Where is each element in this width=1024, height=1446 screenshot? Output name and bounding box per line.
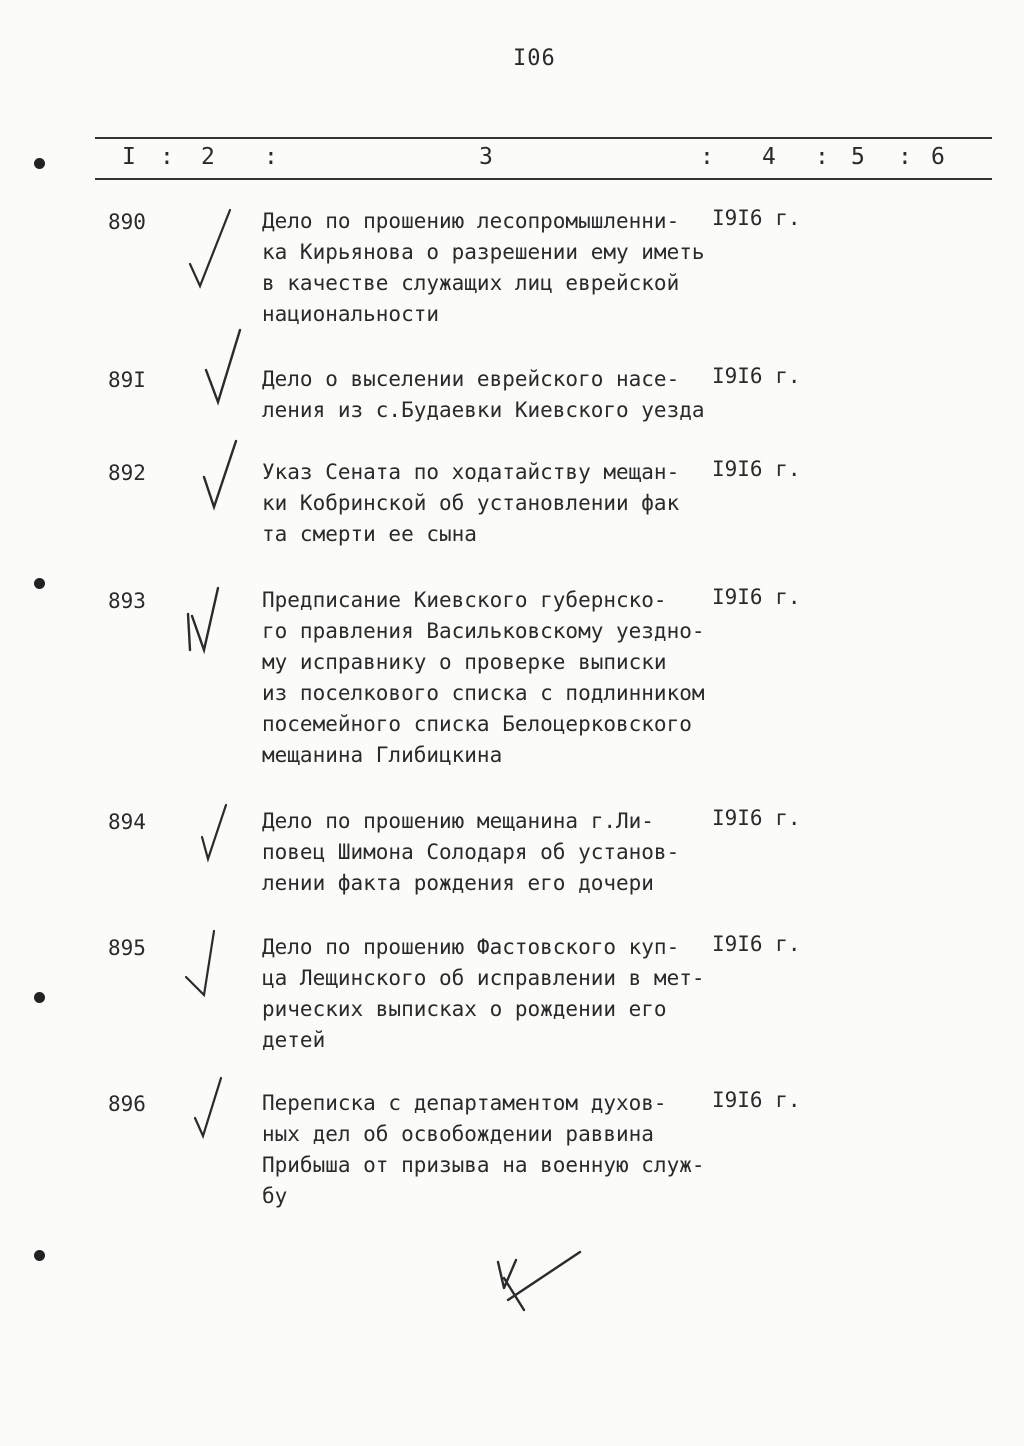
row-number: 890 [108, 210, 146, 234]
checkmark-icon [196, 326, 266, 416]
column-separator: : [160, 144, 174, 170]
row-number: 892 [108, 461, 146, 485]
column-header-2: 2 [201, 144, 215, 170]
column-separator: : [815, 144, 829, 170]
row-year: I9I6 г. [712, 932, 801, 956]
header-top-rule [95, 137, 992, 139]
header-bottom-rule [95, 178, 992, 180]
row-description: Предписание Киевского губернско- го правления Васильковскому уездно- му исправнику о проверке выписки из поселкового списка с подлинником посемейного списка Белоцерковского мещанина Глибицкина [262, 588, 705, 767]
column-separator: : [898, 144, 912, 170]
column-header-5: 5 [851, 144, 865, 170]
column-header-6: 6 [931, 144, 945, 170]
row-description: Дело о выселении еврейского насе- ления из с.Будаевки Киевского уезда [262, 367, 705, 422]
punch-hole [34, 158, 45, 169]
row-year: I9I6 г. [712, 1088, 801, 1112]
checkmark-icon [196, 437, 266, 527]
checkmark-icon [185, 1074, 255, 1164]
checkmark-icon [192, 801, 262, 891]
checkmark-icon [180, 580, 250, 670]
row-year: I9I6 г. [712, 806, 801, 830]
column-separator: : [264, 144, 278, 170]
column-header-3: 3 [479, 144, 493, 170]
row-description: Переписка с департаментом духов- ных дел об освобождении раввина Прибыша от призыва на военную служ- бу [262, 1091, 705, 1208]
row-year: I9I6 г. [712, 585, 801, 609]
column-separator: : [700, 144, 714, 170]
page-number: I06 [513, 46, 556, 71]
punch-hole [34, 1250, 45, 1261]
column-header-4: 4 [762, 144, 776, 170]
row-description: Дело по прошению Фастовского куп- ца Лещинского об исправлении в мет- рических выписках о рождении его детей [262, 935, 705, 1052]
signature-mark-icon [490, 1248, 590, 1318]
checkmark-icon [180, 927, 250, 1017]
row-year: I9I6 г. [712, 364, 801, 388]
row-year: I9I6 г. [712, 457, 801, 481]
row-number: 894 [108, 810, 146, 834]
row-description: Дело по прошению лесопромышленни- ка Кирьянова о разрешении ему иметь в качестве служащих лиц еврейской национальности [262, 209, 705, 326]
row-number: 89I [108, 368, 146, 392]
punch-hole [34, 992, 45, 1003]
punch-hole [34, 578, 45, 589]
row-number: 896 [108, 1092, 146, 1116]
column-header-1: I [122, 144, 136, 170]
row-year: I9I6 г. [712, 206, 801, 230]
checkmark-icon [178, 206, 248, 296]
row-number: 895 [108, 936, 146, 960]
row-description: Указ Сената по ходатайству мещан- ки Кобринской об установлении фак та смерти ее сына [262, 460, 680, 546]
row-number: 893 [108, 589, 146, 613]
row-description: Дело по прошению мещанина г.Ли- повец Шимона Солодаря об установ- лении факта рождения его дочери [262, 809, 680, 895]
